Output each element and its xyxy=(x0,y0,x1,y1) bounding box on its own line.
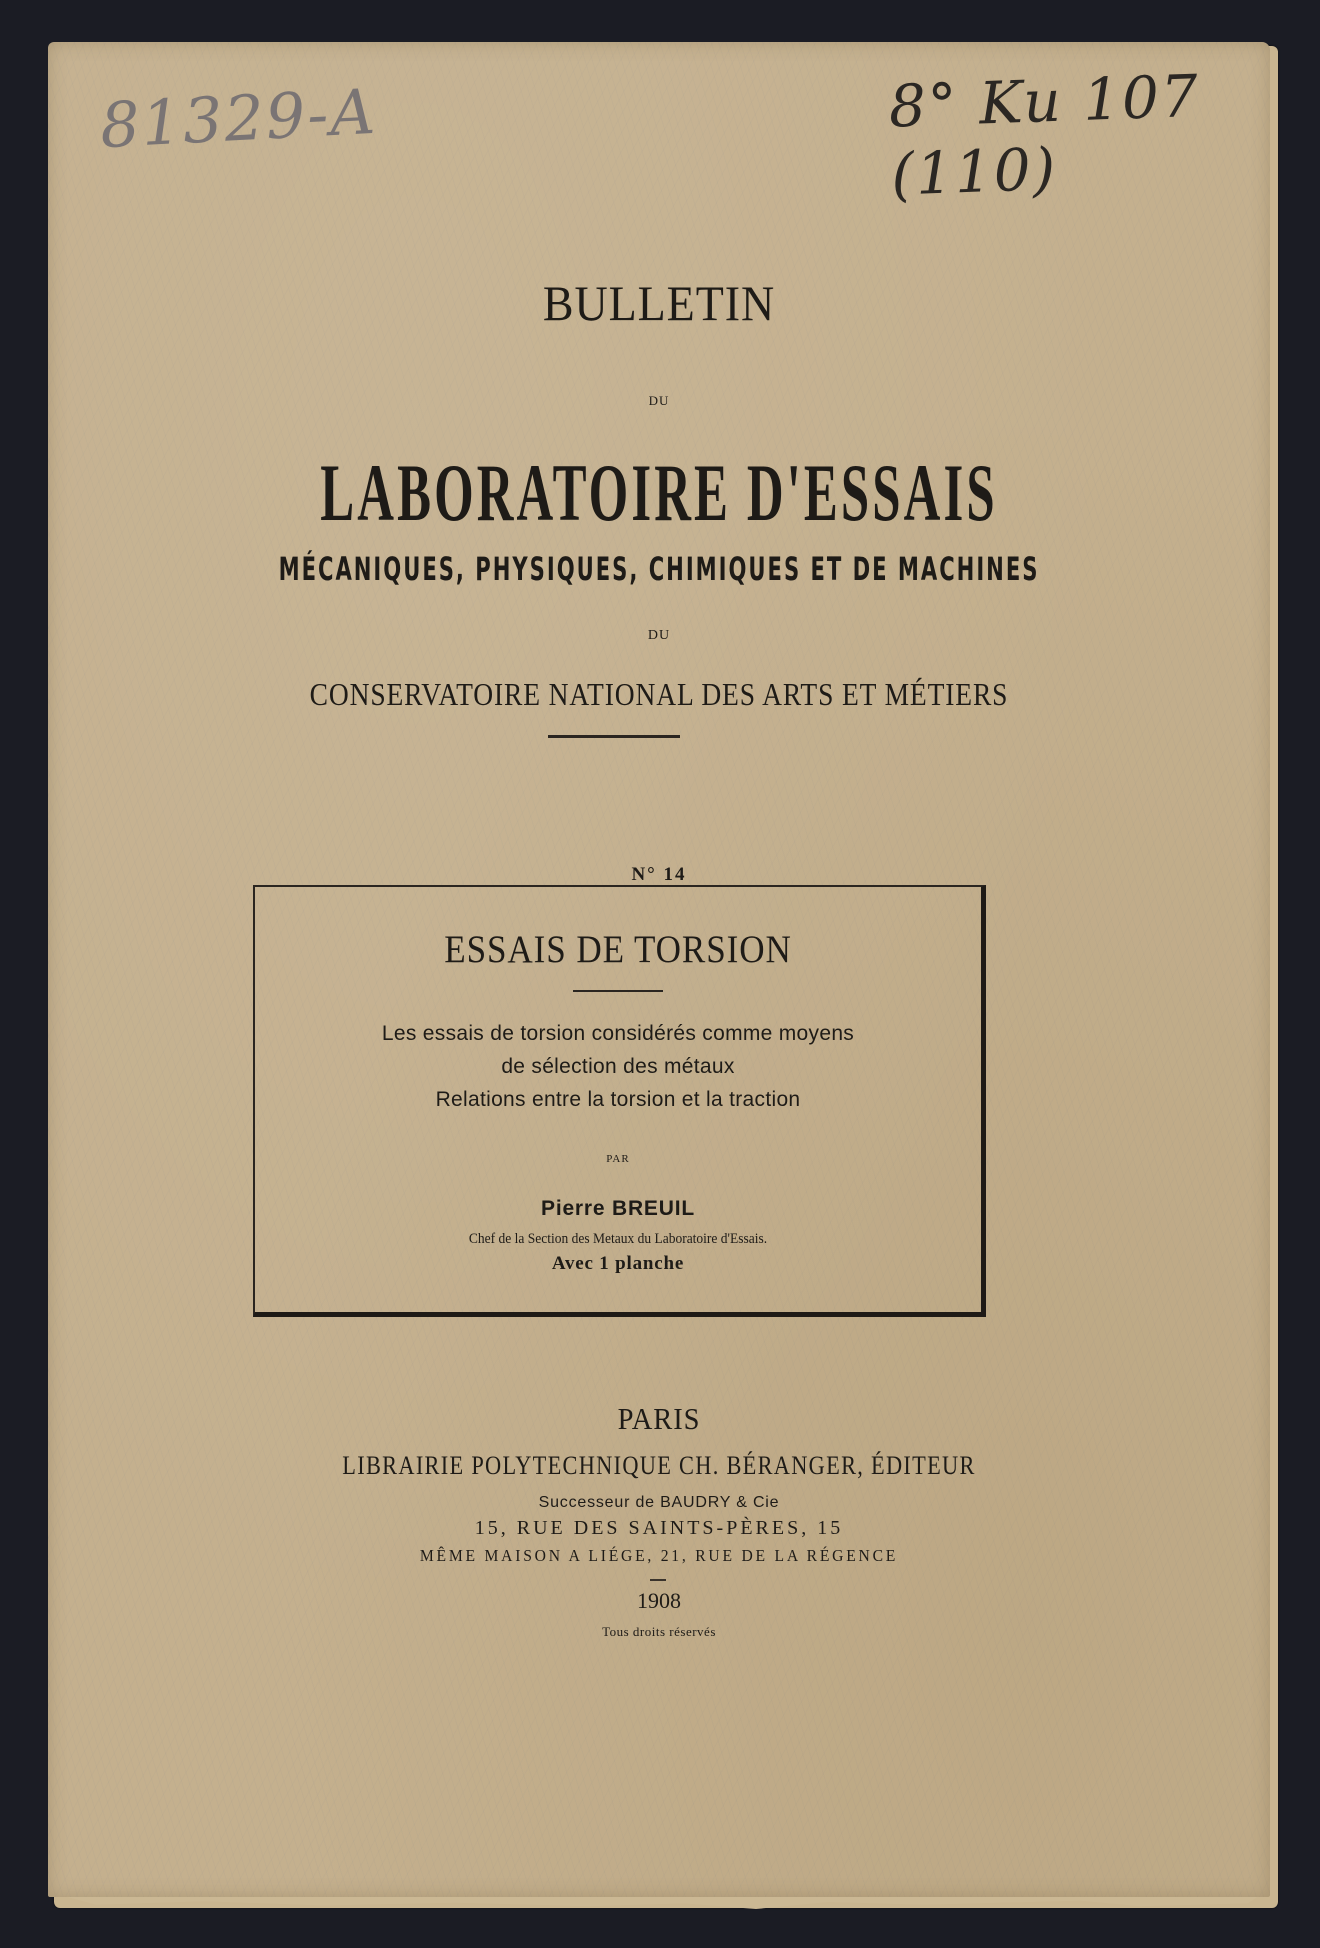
ink-shelfmark: 8° Ku 107 (110) xyxy=(887,61,1201,209)
subtitle-disciplines: MÉCANIQUES, PHYSIQUES, CHIMIQUES ET DE MACHINES xyxy=(278,550,1040,588)
du-connector-1: DU xyxy=(648,393,670,408)
du-connector-2: DU xyxy=(647,628,671,643)
rights-notice: Tous droits réservés xyxy=(602,1624,716,1639)
publication-year: 1908 xyxy=(637,1588,681,1613)
by-label: PAR xyxy=(606,1153,630,1165)
year-rule xyxy=(650,1579,666,1581)
title-rule xyxy=(573,990,663,992)
article-subtitle-line-3: Relations entre la torsion et la traction xyxy=(435,1088,801,1111)
divider-rule xyxy=(548,735,680,738)
imprint-city: PARIS xyxy=(617,1401,701,1436)
issue-number: N° 14 xyxy=(631,864,687,885)
pencil-shelfmark: 81329-A xyxy=(98,74,379,163)
address-paris: 15, RUE DES SAINTS-PÈRES, 15 xyxy=(474,1517,844,1539)
article-title: ESSAIS DE TORSION xyxy=(444,928,792,971)
cover-page xyxy=(48,42,1270,1897)
article-subtitle-line-2: de sélection des métaux xyxy=(501,1055,735,1078)
publisher-name: LIBRAIRIE POLYTECHNIQUE CH. BÉRANGER, ÉDITEUR xyxy=(342,1451,976,1480)
author-role: Chef de la Section des Metaux du Laboratoire d'Essais. xyxy=(468,1231,768,1247)
institution-name: CONSERVATOIRE NATIONAL DES ARTS ET MÉTIERS xyxy=(309,676,1009,712)
author-name: Pierre BREUIL xyxy=(541,1197,695,1220)
laboratoire-heading: LABORATOIRE D'ESSAIS xyxy=(320,447,998,538)
article-box xyxy=(253,885,986,1317)
publisher-successor: Successeur de BAUDRY & Cie xyxy=(538,1494,780,1511)
article-subtitle-line-1: Les essais de torsion considérés comme moyens xyxy=(381,1022,855,1045)
bulletin-heading: BULLETIN xyxy=(542,275,776,331)
plates-note: Avec 1 planche xyxy=(551,1253,685,1274)
address-liege: MÊME MAISON A LIÉGE, 21, RUE DE LA RÉGENCE xyxy=(419,1546,899,1565)
